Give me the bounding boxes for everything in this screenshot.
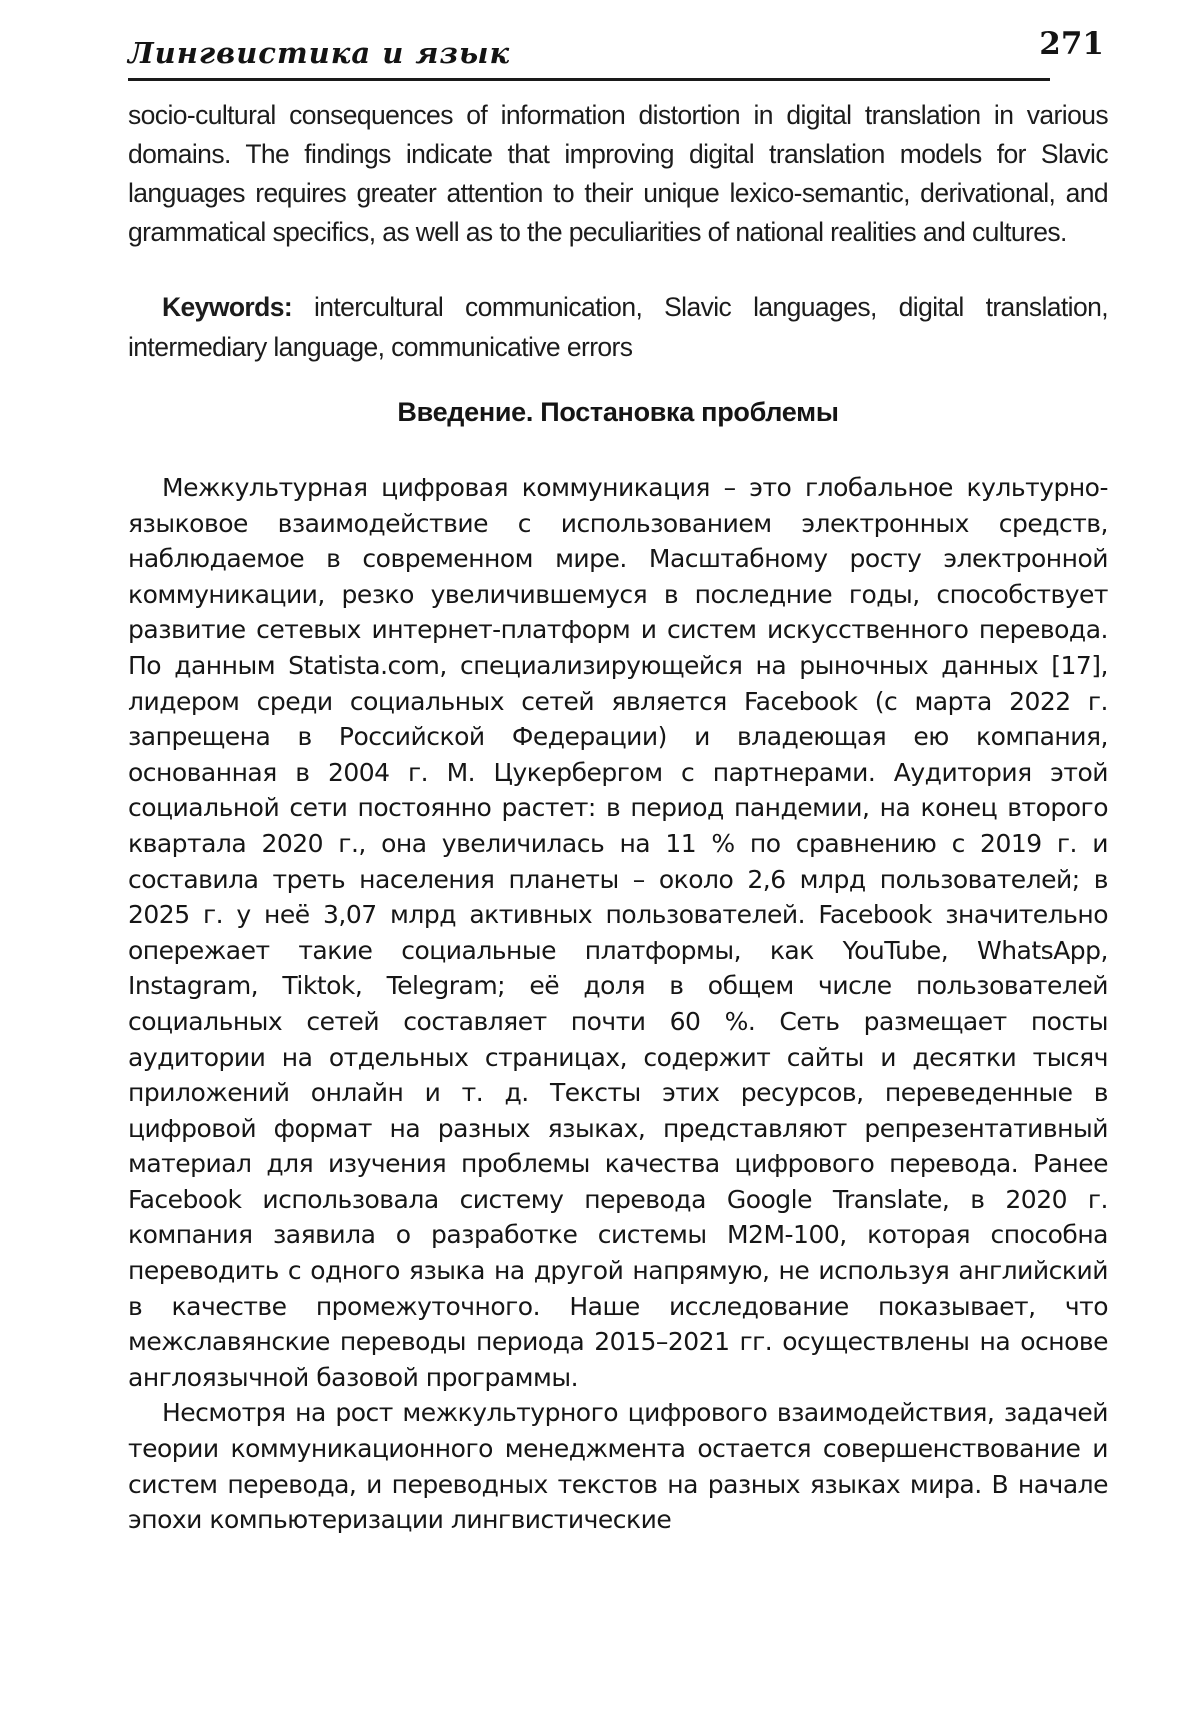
keywords-label: Keywords:: [162, 292, 293, 322]
header-rule: [128, 78, 1050, 81]
keywords-paragraph: [128, 287, 1108, 367]
running-head-section-title: Лингвистика и язык: [128, 36, 511, 70]
keywords-list: intercultural communication, Slavic languages, digital translation, intermediary language, communicative errors: [128, 292, 1108, 362]
section-heading: Введение. Постановка проблемы: [397, 397, 839, 427]
body-paragraph: Несмотря на рост межкультурного цифрового взаимодействия, задачей теории коммуникационного менеджмента остается совершенствование и систем перевода, и переводных текстов на разных языках мира. В начале эпохи компьютеризации лингвистические: [128, 1398, 1108, 1535]
body-paragraph: Межкультурная цифровая коммуникация – это глобальное культурно-языковое взаимодействие с использованием электронных средств, наблюдаемое в современном мире. Масштабному росту электронной коммуникации, резко увеличившемуся в последние годы, способствует развитие сетевых интернет-платформ и систем искусственного перевода. По данным Statista.com, специализирующейся на рыночных данных [17], лидером среди социальных сетей является Facebook (с марта 2022 г. запрещена в Российской Федерации) и владеющая ею компания, основанная в 2004 г. М. Цукербергом с партнерами. Аудитория этой социальной сети постоянно растет: в период пандемии, на конец второго квартала 2020 г., она увеличилась на 11 % по сравнению с 2019 г. и составила треть населения планеты – около 2,6 млрд пользователей; в 2025 г. у неё 3,07 млрд активных пользователей. Facebook значительно опережает такие социальные платформы, как YouTube, WhatsApp, Instagram, Tiktok, Telegram; её доля в общем числе пользователей социальных сетей составляет почти 60 %. Сеть размещает посты аудитории на отдельных страницах, содержит сайты и десятки тысяч приложений онлайн и т. д. Тексты этих ресурсов, переведенные в цифровой формат на разных языках, представляют репрезентативный материал для изучения проблемы качества цифрового перевода. Ранее Facebook использовала систему перевода Google Translate, в 2020 г. компания заявила о разработке системы M2M-100, которая способна переводить с одного языка на другой напрямую, не используя английский в качестве промежуточного. Наше исследование показывает, что межславянские переводы периода 2015–2021 гг. осуществлены на основе англоязычной базовой программы.: [128, 473, 1108, 1392]
abstract-paragraph: socio-cultural consequences of information distortion in digital translation in various domains. The findings indicate that improving digital translation models for Slavic languages requires greater attention to their unique lexico-semantic, derivational, and grammatical specifics, as well as to the peculiarities of national realities and cultures.: [128, 100, 1108, 247]
body-text: [128, 470, 1108, 1538]
page-number: 271: [1039, 26, 1104, 62]
running-head: [128, 26, 1104, 82]
